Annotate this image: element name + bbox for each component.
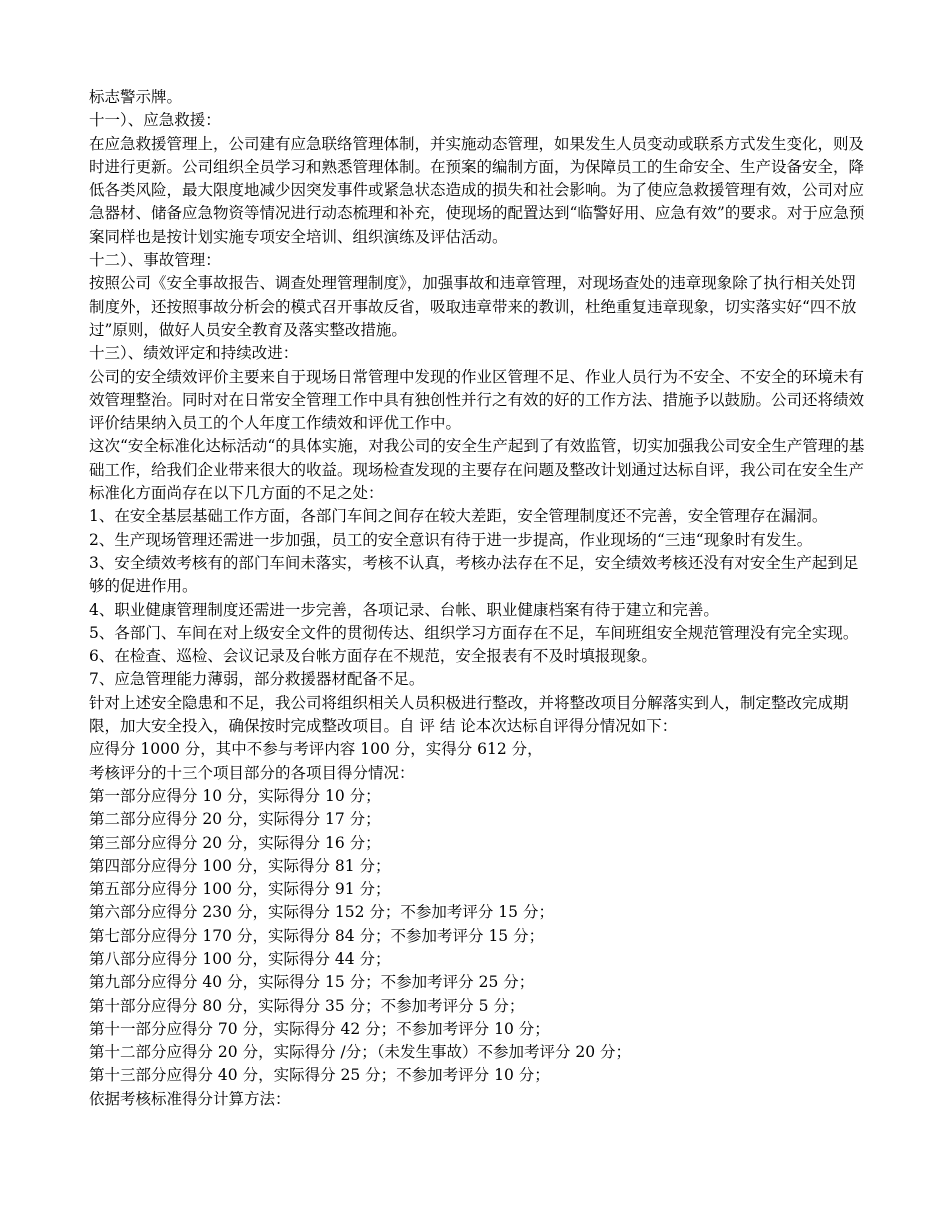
score-item: 第一部分应得分 10 分，实际得分 10 分； bbox=[89, 786, 381, 805]
score-item: 第十二部分应得分 20 分，实际得分 /分；（未发生事故）不参加考评分 20 分； bbox=[89, 1043, 632, 1062]
scoring-method-heading: 依据考核标准得分计算方法： bbox=[89, 1089, 291, 1108]
score-item: 第二部分应得分 20 分，实际得分 17 分； bbox=[89, 810, 381, 829]
list-item: 2、生产现场管理还需进一步加强，员工的安全意识有待于进一步提高，作业现场的“三违“现象时有发生。 bbox=[89, 530, 813, 549]
score-item: 第八部分应得分 100 分，实际得分 44 分； bbox=[89, 949, 391, 968]
section-heading-accident-management: 十二）、事故管理： bbox=[89, 251, 221, 270]
score-item: 第六部分应得分 230 分，实际得分 152 分；不参加考评分 15 分； bbox=[89, 903, 554, 922]
score-item: 第十一部分应得分 70 分，实际得分 42 分；不参加考评分 10 分； bbox=[89, 1019, 550, 1038]
paragraph-performance-evaluation: 公司的安全绩效评价主要来自于现场日常管理中发现的作业区管理不足、作业人员行为不安全、不安全的环境未有效管理整治。同时对在日常安全管理工作中具有独创性并行之有效的好的工作方法、措施予以鼓励。公司还将绩效评价结果纳入员工的个人年度工作绩效和评优工作中。 bbox=[89, 367, 865, 433]
paragraph-rectification: 针对上述安全隐患和不足，我公司将组织相关人员积极进行整改，并将整改项目分解落实到人，制定整改完成期限，加大安全投入，确保按时完成整改项目。自 评 结 论本次达标自评得分情况如下： bbox=[89, 693, 849, 736]
score-item: 第十部分应得分 80 分，实际得分 35 分；不参加考评分 5 分； bbox=[89, 996, 525, 1015]
score-item: 第九部分应得分 40 分，实际得分 15 分；不参加考评分 25 分； bbox=[89, 973, 535, 992]
list-item: 7、应急管理能力薄弱，部分救援器材配备不足。 bbox=[89, 670, 425, 689]
score-item: 第四部分应得分 100 分，实际得分 81 分； bbox=[89, 856, 391, 875]
paragraph-emergency-rescue: 在应急救援管理上，公司建有应急联络管理体制，并实施动态管理，如果发生人员变动或联系方式发生变化，则及时进行更新。公司组织全员学习和熟悉管理体制。在预案的编制方面，为保障员工的生命安全、生产设备安全，降低各类风险，最大限度地减少因突发事件或紧急状态造成的损失和社会影响。为了使应急救援管理有效，公司对应急器材、储备应急物资等情况进行动态梳理和补充，使现场的配置达到“临警好用、应急有效”的要求。对于应急预案同样也是按计划实施专项安全培训、组织演练及评估活动。 bbox=[89, 134, 865, 246]
paragraph-standardization-activity: 这次“安全标准化达标活动“的具体实施，对我公司的安全生产起到了有效监管，切实加强我公司安全生产管理的基础工作，给我们企业带来很大的收益。现场检查发现的主要存在问题及整改计划通过达标自评，我公司在安全生产标准化方面尚存在以下几方面的不足之处： bbox=[89, 437, 865, 503]
section-heading-emergency-rescue: 十一）、应急救援： bbox=[89, 111, 221, 130]
score-item: 第七部分应得分 170 分，实际得分 84 分；不参加考评分 15 分； bbox=[89, 926, 545, 945]
paragraph-signage: 标志警示牌。 bbox=[89, 88, 183, 106]
list-item: 3、安全绩效考核有的部门车间未落实，考核不认真，考核办法存在不足，安全绩效考核还没有对安全生产起到足够的促进作用。 bbox=[89, 553, 859, 596]
paragraph-accident-management: 按照公司《安全事故报告、调查处理管理制度》，加强事故和违章管理，对现场查处的违章现象除了执行相关处罚制度外，还按照事故分析会的模式召开事故反省，吸取违章带来的教训，杜绝重复违章现象，切实落实好“四不放过”原则，做好人员安全教育及落实整改措施。 bbox=[89, 274, 857, 339]
score-item: 第三部分应得分 20 分，实际得分 16 分； bbox=[89, 833, 381, 852]
list-item: 5、各部门、车间在对上级安全文件的贯彻传达、组织学习方面存在不足，车间班组安全规范管理没有完全实现。 bbox=[89, 623, 859, 642]
document-body bbox=[89, 86, 871, 1111]
section-heading-performance-evaluation: 十三）、绩效评定和持续改进： bbox=[89, 344, 299, 363]
list-item: 4、职业健康管理制度还需进一步完善，各项记录、台帐、职业健康档案有待于建立和完善。 bbox=[89, 600, 719, 619]
score-item: 第五部分应得分 100 分，实际得分 91 分； bbox=[89, 880, 391, 899]
list-item: 6、在检查、巡检、会议记录及台帐方面存在不规范，安全报表有不及时填报现象。 bbox=[89, 647, 657, 666]
score-breakdown-intro: 考核评分的十三个项目部分的各项目得分情况： bbox=[89, 763, 415, 782]
score-breakdown-list bbox=[89, 785, 871, 1088]
deficiency-list bbox=[89, 505, 871, 691]
total-score-line: 应得分 1000 分，其中不参与考评内容 100 分，实得分 612 分， bbox=[89, 740, 543, 759]
list-item: 1、在安全基层基础工作方面，各部门车间之间存在较大差距，安全管理制度还不完善，安全管理存在漏洞。 bbox=[89, 507, 828, 526]
score-item: 第十三部分应得分 40 分，实际得分 25 分；不参加考评分 10 分； bbox=[89, 1066, 550, 1085]
